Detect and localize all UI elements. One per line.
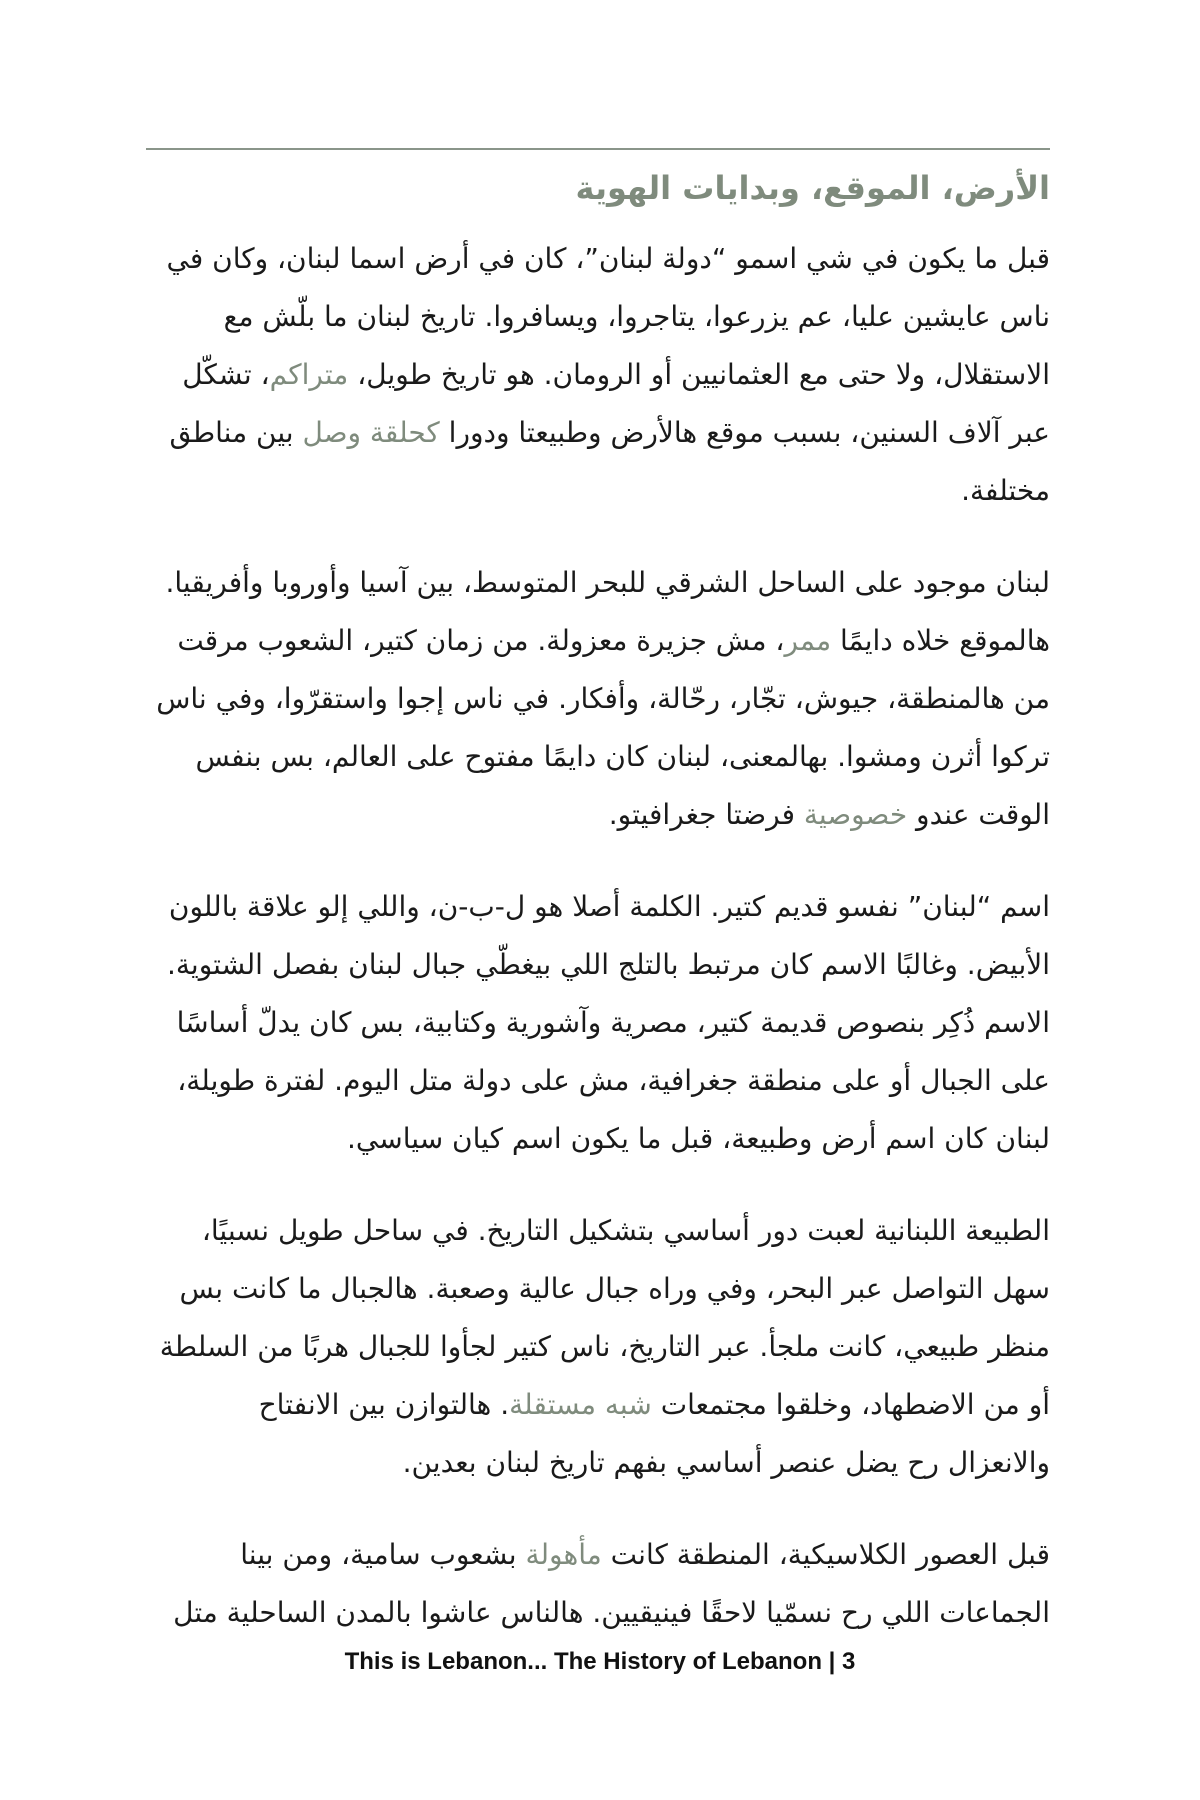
paragraph-text: بين مناطق مختلفة. <box>169 416 1050 507</box>
paragraphs <box>150 230 1050 1642</box>
paragraph-text: لبنان موجود على الساحل الشرقي للبحر المتوسط، بين آسيا وأوروبا وأفريقيا. هالموقع خلاه دايمًا <box>165 566 1050 657</box>
paragraph <box>150 554 1050 844</box>
paragraph <box>150 878 1050 1168</box>
highlighted-term: خصوصية <box>803 798 908 831</box>
paragraph-text: الطبيعة اللبنانية لعبت دور أساسي بتشكيل التاريخ. في ساحل طويل نسبيًا، سهل التواصل عبر البحر، وفي وراه جبال عالية وصعبة. هالجبال ما كانت بس منظر طبيعي، كانت ملجأ. عبر التاريخ، ناس كتير لجأوا للجبال هربًا من السلطة أو من الاضطهاد، وخلقوا مجتمعات <box>159 1214 1050 1421</box>
page-body <box>150 150 1050 1676</box>
paragraph-text: ، مش جزيرة معزولة. من زمان كتير، الشعوب مرقت من هالمنطقة، جيوش، تجّار، رحّالة، وأفكار. في ناس إجوا واستقرّوا، وفي ناس تركوا أثرن ومشوا. بهالمعنى، لبنان كان دايمًا مفتوح على العالم، بس بنفس الوقت عندو <box>156 624 1050 831</box>
paragraph-text: قبل العصور الكلاسيكية، المنطقة كانت <box>601 1538 1050 1571</box>
page-footer: This is Lebanon... The History of Lebanon | 3 <box>344 1648 856 1675</box>
paragraph <box>150 230 1050 520</box>
paragraph-text: قبل ما يكون في شي اسمو “دولة لبنان”، كان في أرض اسما لبنان، وكان في ناس عايشين عليا، عم يزرعوا، يتاجروا، ويسافروا. تاريخ لبنان ما بلّش مع الاستقلال، ولا حتى مع العثمانيين أو الرومان. هو تاريخ طويل، <box>166 242 1050 391</box>
highlighted-term: مأهولة <box>525 1538 602 1571</box>
paragraph-text: اسم “لبنان” نفسو قديم كتير. الكلمة أصلا هو ل-ب-ن، واللي إلو علاقة باللون الأبيض. وغالبًا الاسم كان مرتبط بالتلج اللي بيغطّي جبال لبنان بفصل الشتوية. الاسم ذُكِر بنصوص قديمة كتير، مصرية وآشورية وكتابية، بس كان يدلّ أساسًا على الجبال أو على منطقة جغرافية، مش على دولة متل اليوم. لفترة طويلة، لبنان كان اسم أرض وطبيعة، قبل ما يكون اسم كيان سياسي. <box>167 890 1050 1155</box>
highlighted-term: ممر <box>784 624 832 657</box>
highlighted-term: شبه مستقلة <box>509 1388 652 1421</box>
highlighted-term: كحلقة وصل <box>302 416 440 449</box>
paragraph <box>150 1202 1050 1492</box>
paragraph-text: ، تشكّل عبر آلاف السنين، بسبب موقع هالأرض وطبيعتا ودورا <box>182 358 1050 449</box>
paragraph <box>150 1526 1050 1642</box>
section-heading: الأرض، الموقع، وبدايات الهوية <box>575 169 1050 207</box>
paragraph-text: فرضتا جغرافيتو. <box>608 798 804 831</box>
highlighted-term: متراكم <box>269 358 349 391</box>
paragraph-text: بشعوب سامية، ومن بينا الجماعات اللي رح نسمّيا لاحقًا فينيقيين. هالناس عاشوا بالمدن الساحلية متل <box>173 1538 1050 1629</box>
paragraph-text: . هالتوازن بين الانفتاح والانعزال رح يضل عنصر أساسي بفهم تاريخ لبنان بعدين. <box>258 1388 1050 1479</box>
